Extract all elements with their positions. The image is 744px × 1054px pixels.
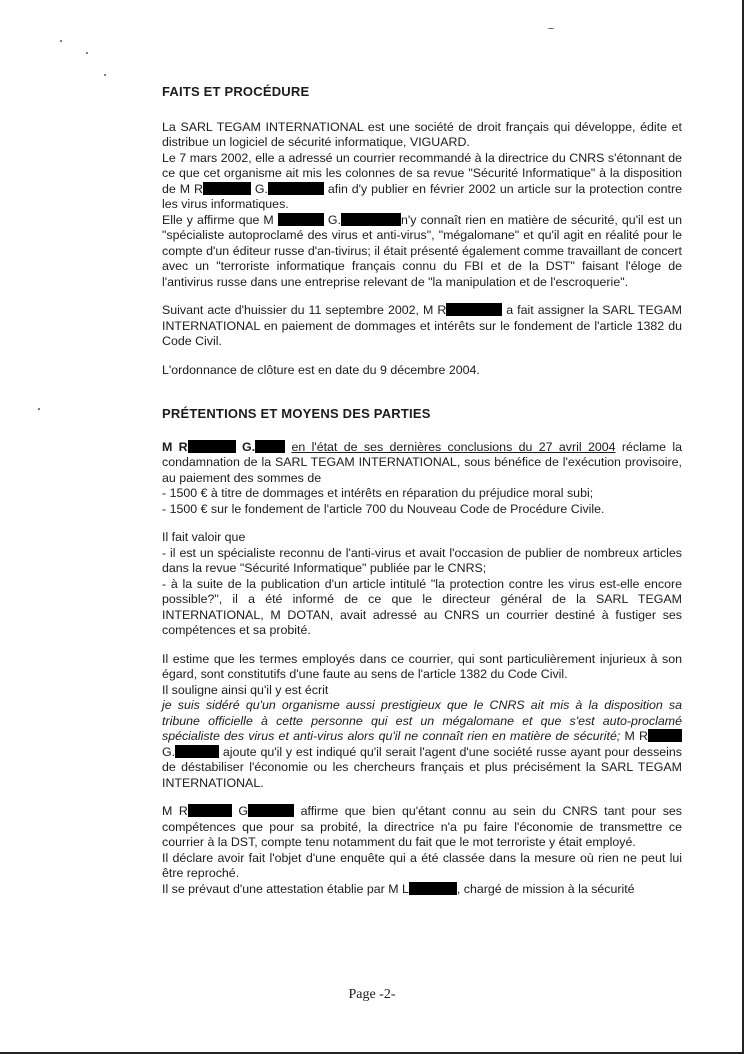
scan-speck bbox=[38, 408, 40, 410]
redaction bbox=[341, 213, 401, 226]
scan-speck bbox=[548, 28, 554, 29]
redaction bbox=[648, 729, 682, 742]
redaction bbox=[188, 804, 232, 817]
paragraph-pretentions-2: Il fait valoir que - il est un spécialiste reconnu de l'anti-virus et avait l'occasion de publier de nombreux articles dans la revue "Sécurité Informatique" publiée par le CNRS; - à la suite de la publication d'un article intitulé "la protection contre les virus est-elle encore possible?", il a été informé de ce que le directeur général de la SARL TEGAM INTERNATIONAL, M DOTAN, avait adressé au CNRS un courrier destiné à fustiger ses compétences et sa probité. bbox=[162, 530, 682, 637]
document-body bbox=[162, 84, 682, 897]
redaction bbox=[248, 804, 294, 817]
paragraph-pretentions-4: M R G affirme que bien qu'étant connu au sein du CNRS tant pour ses compétences que pour sa probité, la directrice n'a pu faire l'économie de transmettre ce courrier à la DST, compte tenu notamment du fait que le mot terroriste y était employé. Il déclare avoir fait l'objet d'une enquête qui a été classée dans la mesure où rien ne peut lui être reproché. Il se prévaut d'une attestation établie par M L , chargé de mission à la sécurité bbox=[162, 804, 683, 896]
paragraph-pretentions-3: Il estime que les termes employés dans ce courrier, qui sont particulièrement injurieux à son égard, sont constitutifs d'une faute au sens de l'article 1382 du Code Civil. Il souligne ainsi qu'il y est écrit je suis sidéré qu'un organisme aussi prestigieux que le CNRS ait mis à la disposition sa tribune officielle à cette personne qui est un mégalomane et que s'est auto-proclamé spécialiste des virus et anti-virus alors qu'il ne connaît rien en matière de sécurité; M R G. ajoute qu'il y est indiqué qu'il serait l'agent d'une société russe ayant pour desseins de déstabiliser l'économie ou les chercheurs français et plus précisément la SARL TEGAM INTERNATIONAL. bbox=[162, 651, 682, 790]
redaction bbox=[278, 213, 324, 226]
paragraph-faits-2: Suivant acte d'huissier du 11 septembre 2002, M R a fait assigner la SARL TEGAM INTERNATIONAL en paiement de dommages et intérêts sur le fondement de l'article 1382 du Code Civil. bbox=[162, 303, 682, 348]
page-number: Page -2- bbox=[348, 987, 396, 1002]
scan-speck bbox=[104, 74, 106, 76]
scan-speck bbox=[60, 40, 62, 42]
redaction bbox=[446, 303, 502, 316]
section-heading-faits: FAITS ET PROCÉDURE bbox=[162, 84, 310, 99]
redaction bbox=[268, 182, 324, 195]
redaction bbox=[203, 182, 251, 195]
redaction bbox=[175, 745, 219, 758]
redaction bbox=[255, 440, 285, 453]
scan-speck bbox=[86, 52, 88, 54]
paragraph-faits-3: L'ordonnance de clôture est en date du 9 décembre 2004. bbox=[162, 362, 480, 377]
section-heading-pretentions: PRÉTENTIONS ET MOYENS DES PARTIES bbox=[162, 406, 431, 421]
paragraph-faits-1: La SARL TEGAM INTERNATIONAL est une société de droit français qui développe, édite et distribue un logiciel de sécurité informatique, VIGUARD. Le 7 mars 2002, elle a adressé un courrier recommandé à la directrice du CNRS s'étonnant de ce que cet organisme ait mis les colonnes de sa revue "Sécurité Informatique" à la disposition de M R G. afin d'y publier en février 2002 un article sur la protection contre les virus informatiques. Elle y affirme que M G. n'y connaît rien en matière de sécurité, qu'il est un "spécialiste autoproclamé des virus et anti-virus", "mégalomane" et qu'il agit en réalité pour le compte d'un éditeur russe d'an-tivirus; il était présenté également comme travaillant de concert avec un "terroriste informatique français connu du FBI et de la DST" faisant l'éloge de l'antivirus russe dans une entreprise relevant de "la manipulation et de l'escroquerie". bbox=[162, 119, 683, 289]
redaction bbox=[188, 440, 236, 453]
paragraph-pretentions-1: M R G. en l'état de ses dernières conclusions du 27 avril 2004 réclame la condamnation de la SARL TEGAM INTERNATIONAL, sous bénéfice de l'exécution provisoire, au paiement des sommes de - 1500 € à titre de dommages et intérêts en réparation du préjudice moral subi; - 1500 € sur le fondement de l'article 700 du Nouveau Code de Procédure Civile. bbox=[162, 439, 682, 516]
redaction bbox=[409, 882, 457, 895]
